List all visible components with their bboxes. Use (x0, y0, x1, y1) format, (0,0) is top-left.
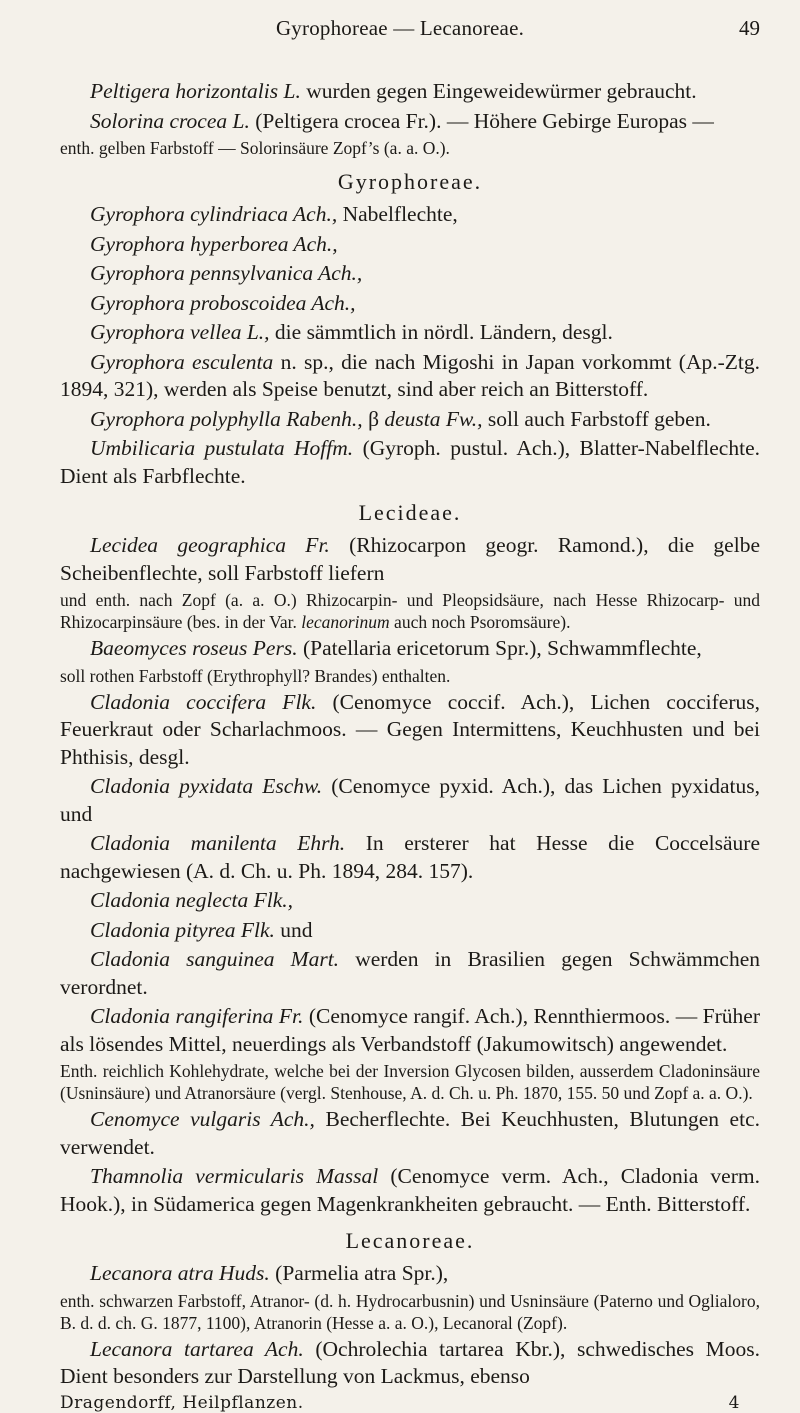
entry-umbilicaria-pustulata (60, 435, 760, 490)
species-name: Thamnolia vermicularis Massal (90, 1164, 379, 1188)
entry-cladonia-sanguinea (60, 946, 760, 1001)
section-heading-lecanoreae: Lecanoreae. (345, 1228, 475, 1253)
entry-gyrophora-vellea (60, 319, 760, 347)
entry-text: (Parmelia atra Spr.), (269, 1261, 449, 1285)
entry-text: n. sp., die nach Migoshi in Japan vorkommt (Ap.-Ztg. 1894, 321), werden als Speise benutzt, sind aber reich an Bitterstoff. (60, 349, 761, 401)
entry-text: die sämmtlich in nördl. Ländern, desgl. (269, 320, 613, 344)
species-name: Cladonia pityrea Flk. (90, 917, 275, 942)
entry-cladonia-pityrea (60, 917, 760, 945)
entry-gyrophora-polyphylla (60, 406, 760, 434)
page-body (60, 78, 760, 1413)
entry-lecanora-tartarea (60, 1336, 760, 1391)
entry-text: und (274, 917, 313, 942)
entry-text: (Gyroph. pustul. Ach.), Blatter-Nabelflechte. Dient als Farbflechte. (60, 436, 760, 488)
entry-text: (Cenomyce rangif. Ach.), Rennthiermoos. — Früher als lösendes Mittel, neuerdings als Verbandstoff (Jakumowitsch) angewendet. (60, 1004, 760, 1056)
entry-text: (Patellaria ericetorum Spr.), Schwammflechte, (297, 636, 702, 660)
entry-thamnolia-vermicularis (60, 1163, 760, 1218)
entry-text: (Cenomyce pyxid. Ach.), das Lichen pyxidatus, und (60, 774, 760, 826)
species-name: Lecanora atra Huds. (90, 1261, 270, 1285)
running-title: Gyrophoreae — Lecanoreae. (275, 16, 525, 40)
entry-gyrophora-cylindriaca (60, 201, 760, 229)
entry-gyrophora-hyperborea (60, 231, 760, 259)
entry-text: In ersterer hat Hesse die Coccelsäure nachgewiesen (A. d. Ch. u. Ph. 1894, 284. 157). (60, 831, 760, 883)
running-header (0, 12, 800, 48)
signature-mark: 4 (728, 1392, 740, 1413)
entry-text: (Peltigera crocea Fr.). — Höhere Gebirge Europas — (249, 108, 714, 133)
entry-text: β (362, 406, 385, 431)
species-name: Gyrophora hyperborea Ach., (90, 231, 338, 256)
entry-cladonia-neglecta (60, 887, 760, 915)
section-heading-lecideae: Lecideae. (358, 500, 462, 525)
entry-text: werden in Brasilien gegen Schwämmchen verordnet. (60, 947, 761, 999)
species-name: Gyrophora pennsylvanica Ach., (90, 261, 363, 285)
entry-cladonia-manilenta (60, 830, 760, 885)
entry-text: (Cenomyce verm. Ach., Cladonia verm. Hook.), in Südamerica gegen Magenkrankheiten gebraucht. — Enth. Bitterstoff. (60, 1164, 760, 1216)
species-name: Umbilicaria pustulata Hoffm. (90, 436, 354, 460)
entry-lecidea-geographica (60, 532, 760, 587)
note-lecanora-atra: enth. schwarzen Farbstoff, Atranor- (d. h. Hydrocarbusnin) und Usninsäure (Paterno und Oglialoro, B. d. d. ch. G. 1877, 1100), Atranorin (Hesse a. a. O.), Lecanoral (Zopf). (60, 1290, 760, 1333)
species-name: Lecanora tartarea Ach. (90, 1336, 304, 1361)
entry-lecanora-atra (60, 1260, 760, 1288)
species-name: Lecidea geographica Fr. (90, 533, 330, 557)
species-name: Cladonia neglecta Flk., (90, 888, 294, 912)
species-name: Solorina crocea L. (90, 108, 250, 133)
entry-text: Becherflechte. Bei Keuchhusten, Blutungen etc. verwendet. (60, 1107, 760, 1159)
species-name: Baeomyces roseus Pers. (90, 636, 298, 660)
species-name: Cladonia coccifera Flk. (90, 689, 317, 714)
note-solorina: enth. gelben Farbstoff — Solorinsäure Zopf’s (a. a. O.). (60, 138, 450, 158)
entry-cenomyce-vulgaris (60, 1106, 760, 1161)
entry-cladonia-coccifera (60, 689, 760, 772)
species-name: Cladonia pyxidata Eschw. (90, 774, 323, 798)
species-name: Gyrophora proboscoidea Ach., (90, 290, 356, 315)
species-name: Gyrophora polyphylla Rabenh., (90, 406, 363, 431)
species-name: Cladonia manilenta Ehrh. (90, 831, 346, 855)
entry-text: (Cenomyce coccif. Ach.), Lichen cocciferus, Feuerkraut oder Scharlachmoos. — Gegen Intermittens, Keuchhusten und bei Phthisis, desgl. (60, 689, 760, 769)
entry-text: Nabelflechte, (337, 202, 458, 226)
species-name: Gyrophora vellea L., (90, 320, 270, 344)
species-name: Cladonia rangiferina Fr. (90, 1004, 304, 1028)
entry-gyrophora-pennsylvanica (60, 260, 760, 288)
note-text: und enth. nach Zopf (a. a. O.) Rhizocarpin- und Pleopsidsäure, nach Hesse Rhizocarp- und Rhizocarpinsäure (bes. in der Var. (60, 590, 760, 632)
variety-name: lecanorinum (301, 612, 390, 632)
species-name: Gyrophora cylindriaca Ach., (90, 202, 338, 226)
entry-cladonia-pyxidata (60, 773, 760, 828)
entry-text: soll auch Farbstoff geben. (482, 406, 711, 431)
entry-gyrophora-esculenta (60, 349, 760, 404)
section-heading-gyrophoreae: Gyrophoreae. (337, 169, 483, 194)
note-baeomyces: soll rothen Farbstoff (Erythrophyll? Brandes) enthalten. (60, 665, 451, 686)
entry-solorina-crocea (60, 108, 760, 136)
species-name: Peltigera horizontalis L. (90, 79, 301, 103)
note-lecidea (60, 589, 760, 633)
species-name: deusta Fw., (384, 406, 483, 431)
entry-peltigera-horizontalis (60, 78, 760, 106)
entry-baeomyces-roseus (60, 635, 760, 663)
entry-cladonia-rangiferina (60, 1003, 760, 1058)
species-name: Gyrophora esculenta (90, 349, 274, 374)
note-cladonia-rangiferina: Enth. reichlich Kohlehydrate, welche bei der Inversion Glycosen bilden, ausserdem Cladoninsäure (Usninsäure) und Atranorsäure (vergl. Stenhouse, A. d. Ch. u. Ph. 1870, 155. 50 und Zopf a. a. O.). (60, 1061, 760, 1103)
entry-text: (Ochrolechia tartarea Kbr.), schwedisches Moos. Dient besonders zur Darstellung von Lackmus, ebenso (60, 1336, 760, 1388)
species-name: Cladonia sanguinea Mart. (90, 947, 340, 971)
page-footer (60, 1393, 760, 1413)
page-number: 49 (739, 16, 760, 40)
entry-gyrophora-proboscoidea (60, 290, 760, 318)
note-text: auch noch Psoromsäure). (389, 612, 571, 632)
entry-text: (Rhizocarpon geogr. Ramond.), die gelbe Scheibenflechte, soll Farbstoff liefern (60, 533, 760, 585)
species-name: Cenomyce vulgaris Ach., (90, 1107, 315, 1131)
entry-text: wurden gegen Eingeweidewürmer gebraucht. (300, 79, 697, 103)
imprint: Dragendorff, Heilpflanzen. (60, 1392, 304, 1413)
